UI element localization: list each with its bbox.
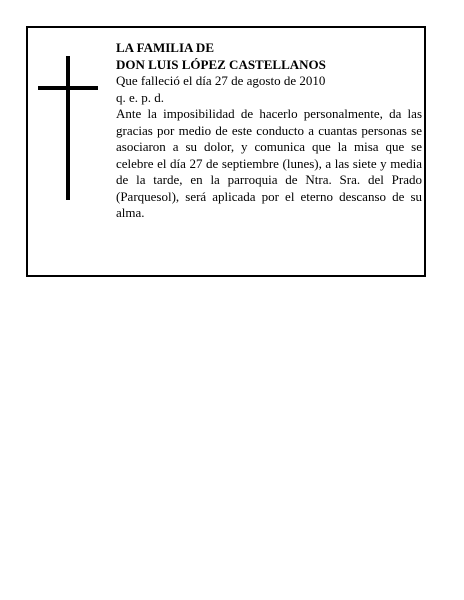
obituary-notice — [26, 26, 426, 277]
death-date-line: Que falleció el día 27 de agosto de 2010 — [116, 73, 326, 88]
rip-line: q. e. p. d. — [116, 89, 165, 105]
cross-horizontal-bar — [38, 86, 98, 90]
cross-vertical-bar — [66, 56, 70, 200]
cross-icon — [38, 56, 98, 200]
notice-body: Ante la imposibilidad de hacerlo personalmente, da las gracias por medio de este conducto a cuantas personas se asociaron a su dolor, y comunica que la misa que se celebre el día 27 de septiembre (lunes), a las siete y media de la tarde, en la parroquia de Ntra. Sra. del Prado (Parquesol), será aplicada por el eterno descanso de su alma. — [116, 106, 422, 220]
deceased-name: DON LUIS LÓPEZ CASTELLANOS — [116, 56, 326, 72]
notice-text — [116, 40, 422, 222]
family-heading: LA FAMILIA DE — [116, 40, 214, 55]
